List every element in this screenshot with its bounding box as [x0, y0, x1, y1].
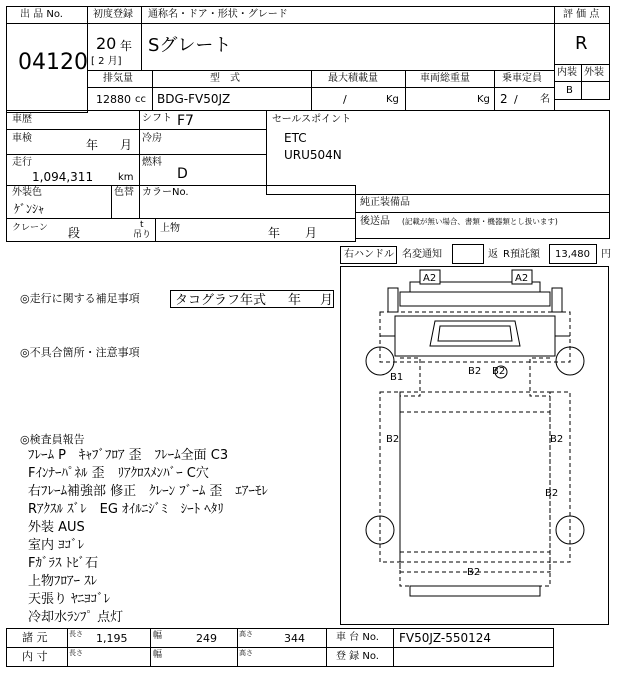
- interior-label: 内装: [557, 67, 577, 78]
- inspector-remark-line: 室内 ﾖｺﾞﾚ: [28, 538, 85, 553]
- damage-mark: B2: [550, 434, 564, 445]
- inner-width-label: 幅: [153, 650, 163, 660]
- inspector-remark-line: Fｲﾝﾅｰﾊﾟﾈﾙ 歪 ﾘｱｸﾛｽﾒﾝﾊﾞｰ C穴: [28, 466, 209, 481]
- crane-label: クレーン: [12, 223, 48, 233]
- color-code-label: カラーNo.: [142, 187, 189, 198]
- b2-mark-dot: [493, 364, 509, 380]
- gross-weight-label: 車両総重量: [420, 73, 470, 84]
- aftermarket-label: 後送品: [360, 216, 390, 227]
- width-label: 幅: [153, 631, 163, 641]
- name-change-box: [452, 244, 484, 264]
- chassis-label: 車 台 No.: [336, 632, 379, 643]
- exterior-grade-cell: [581, 81, 610, 100]
- mileage-unit: km: [118, 172, 134, 183]
- reg-label: 登 録 No.: [336, 651, 379, 662]
- displacement-unit: cc: [135, 94, 146, 105]
- first-reg-label: 初度登録: [93, 9, 133, 20]
- shift: F7: [177, 113, 194, 129]
- color: ｹﾞﾝｼｬ: [14, 202, 45, 216]
- driving-remarks-label: ◎走行に関する補足事項: [20, 292, 140, 305]
- color-label: 外装色: [12, 187, 42, 198]
- color-no-label: 色替: [114, 187, 134, 198]
- displacement: 12880: [96, 93, 131, 106]
- carrier-year: 年: [268, 226, 281, 240]
- max-load-unit: Kg: [386, 94, 399, 105]
- tacho-year: 年: [288, 293, 302, 308]
- defect-remarks-label: ◎不具合箇所・注意事項: [20, 346, 140, 359]
- gross-weight-unit: Kg: [477, 94, 490, 105]
- inner-height-label: 高さ: [239, 649, 253, 657]
- inspection-year: 年: [86, 138, 99, 152]
- interior-grade: B: [566, 85, 573, 96]
- inspector-remark-line: 天張り ﾔﾆﾖｺﾞﾚ: [28, 592, 111, 607]
- rating-label: 評 価 点: [563, 9, 600, 20]
- history-label: 車歴: [12, 114, 32, 125]
- spec-label: 諸 元: [22, 631, 48, 644]
- grade: Sグレート: [148, 35, 232, 56]
- right-hand-label: 右ハンドル: [344, 249, 394, 260]
- inspector-remark-line: 右ﾌﾚｰﾑ補強部 修正 ｸﾚｰﾝ ﾌﾞｰﾑ 歪 ｴｱｰﾓﾚ: [28, 484, 268, 499]
- max-load-label: 最大積載量: [328, 73, 378, 84]
- fuel-label: 燃料: [142, 157, 162, 168]
- rating: R: [575, 33, 588, 54]
- height-label: 高さ: [239, 630, 253, 638]
- exterior-label: 外装: [584, 67, 604, 78]
- sales-point-line: ETC: [284, 131, 307, 145]
- damage-mark: B2: [386, 434, 400, 445]
- capacity: 2: [500, 92, 508, 106]
- damage-mark: B2: [468, 366, 482, 377]
- crane-stage: 段: [68, 226, 81, 240]
- displacement-label: 排気量: [103, 73, 133, 84]
- carrier-month: 月: [305, 226, 318, 240]
- aftermarket-note: (記載が無い場合、書類・機器類とし扱います): [402, 217, 558, 226]
- truck-damage-diagram: [340, 266, 610, 626]
- capacity-sep: /: [514, 93, 518, 106]
- damage-mark: A2: [515, 273, 529, 284]
- shift-label: シフト: [142, 113, 172, 124]
- fuel: D: [177, 166, 188, 182]
- damage-mark: B2: [467, 567, 481, 578]
- damage-mark: B1: [390, 372, 404, 383]
- inner-width-cell: [150, 647, 238, 667]
- genuine-label: 純正装備品: [360, 197, 410, 208]
- reg-cell: [393, 647, 554, 667]
- damage-mark: B2: [492, 366, 506, 377]
- damage-mark: B2: [545, 488, 559, 499]
- inspector-remark-line: Rｱｸｽﾙ ｽﾞﾚ EG ｵｲﾙﾆｼﾞﾐ ｼｰﾄ ﾍﾀﾘ: [28, 502, 224, 517]
- inspector-remark-line: Fｶﾞﾗｽ ﾄﾋﾞ石: [28, 556, 99, 571]
- inspection-month: 月: [120, 138, 133, 152]
- r-ref-label: R預託額: [503, 249, 540, 260]
- model: BDG-FV50JZ: [157, 92, 231, 106]
- sales-point-line: URU504N: [284, 148, 342, 162]
- r-ref-unit: 円: [601, 249, 611, 260]
- r-ref-value: 13,480: [555, 249, 590, 260]
- tacho-label: タコグラフ年式: [175, 293, 267, 308]
- crane-lift: 吊り: [133, 230, 152, 240]
- reg-year: 20: [96, 34, 117, 53]
- width-cell: [150, 628, 238, 648]
- damage-mark: A2: [423, 273, 437, 284]
- sales-point-label: セールスポイント: [272, 114, 352, 125]
- inspector-remark-line: 上物ﾌﾛｱｰ ｽﾚ: [28, 574, 98, 589]
- return-label: 返: [488, 249, 498, 260]
- length: 1,195: [96, 632, 128, 645]
- carrier-label: 上物: [160, 223, 180, 234]
- carrier-cell: [155, 218, 356, 242]
- width: 249: [196, 632, 217, 645]
- capacity-unit: 名: [540, 94, 550, 105]
- reg-month: [ 2 月]: [91, 56, 122, 67]
- inner-label: 内 寸: [22, 650, 48, 663]
- aircon-label: 冷房: [142, 133, 162, 144]
- name-change-label: 名変通知: [402, 249, 442, 260]
- model-label: 型 式: [210, 73, 240, 84]
- length-label: 長さ: [69, 630, 83, 638]
- crane-ton: t: [140, 220, 144, 230]
- inspector-report-label: ◎検査員報告: [20, 433, 85, 446]
- inspector-remark-line: 冷却水ﾗﾝﾌﾟ 点灯: [28, 610, 124, 625]
- inspector-remark-line: 外装 AUS: [28, 520, 85, 535]
- inner-length-label: 長さ: [69, 649, 83, 657]
- lot-no: 04120: [18, 50, 88, 75]
- max-load-sep: /: [343, 93, 347, 106]
- height: 344: [284, 632, 305, 645]
- name-label: 通称名・ドア・形状・グレード: [148, 9, 288, 20]
- chassis: FV50JZ-550124: [399, 631, 492, 645]
- inspector-remark-line: ﾌﾚｰﾑ P ｷｬﾌﾞﾌﾛｱ 歪 ﾌﾚｰﾑ全面 C3: [28, 448, 229, 463]
- inspection-label: 車検: [12, 133, 32, 144]
- mileage: 1,094,311: [32, 170, 94, 184]
- reg-year-unit: 年: [120, 39, 133, 53]
- mileage-label: 走行: [12, 157, 32, 168]
- lot-no-label: 出 品 No.: [20, 9, 63, 20]
- tacho-month: 月: [320, 293, 334, 308]
- capacity-label: 乗車定員: [502, 73, 542, 84]
